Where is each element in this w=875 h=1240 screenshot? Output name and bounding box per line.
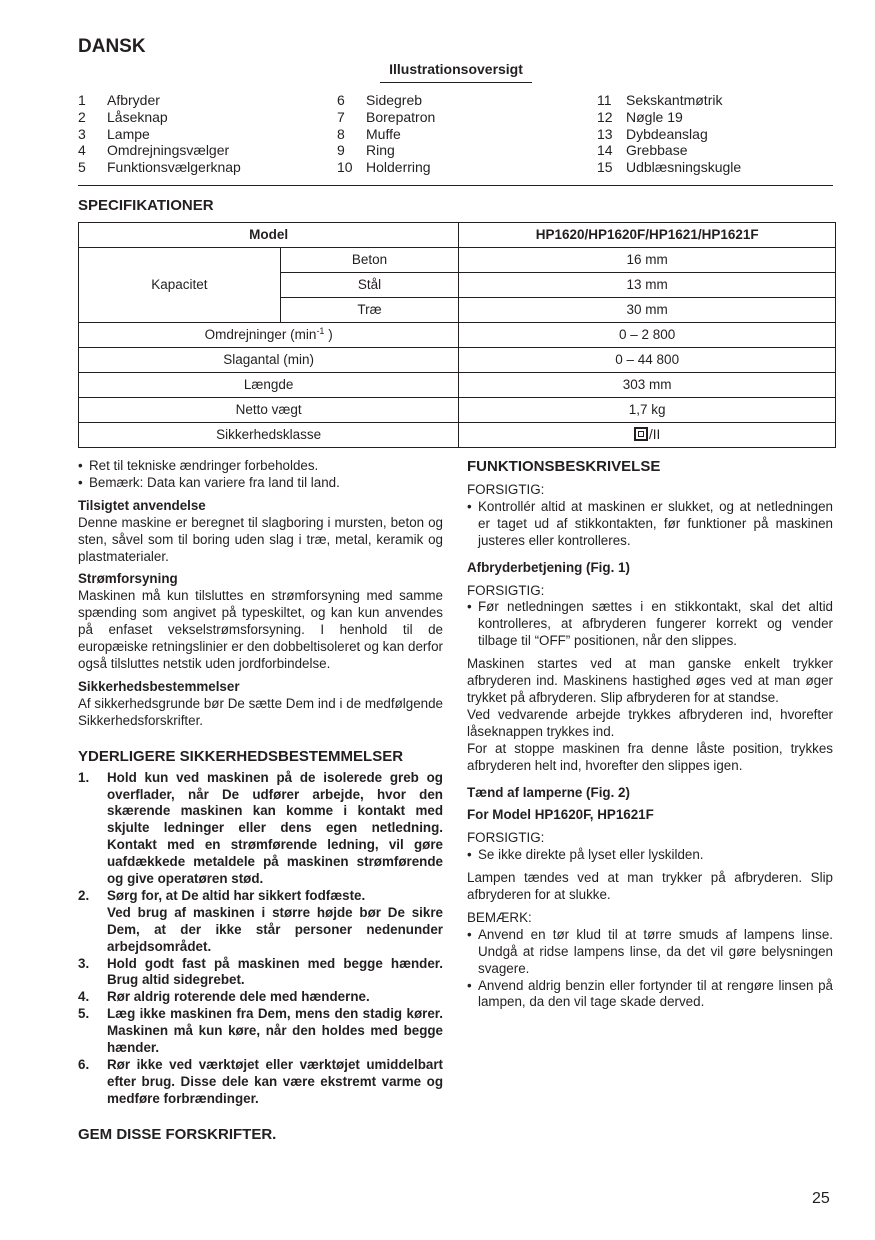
table-row: [79, 373, 836, 398]
power-supply-text: Maskinen må kun tilsluttes en strømforsyning med samme spænding som angivet på typeskiltet, og kan kun anvendes på enfaset vekselstrømsforsyning. I henhold til de europæiske retningslinier er den dobbeltisoleret og kan derfor også tilsluttes netstik uden jordforbindelse.: [78, 588, 443, 671]
lamp-model-subheading: For Model HP1620F, HP1621F: [467, 807, 654, 823]
list-item: 4. Rør aldrig roterende dele med hænderne.: [78, 989, 370, 1005]
part-item: 3 Lampe: [78, 125, 150, 142]
part-item: 6 Sidegreb: [337, 92, 423, 108]
illustration-overview-title: Illustrationsoversigt: [380, 60, 532, 83]
parts-column-2: [337, 92, 597, 176]
part-item: 13 Dybdeanslag: [597, 125, 708, 142]
power-supply-heading: Strømforsyning: [78, 571, 178, 587]
spec-value: 0 – 44 800: [459, 348, 836, 373]
list-item: 2. Sørg for, at De altid har sikkert fodfæste. Ved brug af maskinen i større højde bør De sikre Dem, at der ikke står personer nedenunder arbejdsområdet.: [78, 887, 443, 954]
additional-safety-list: [78, 770, 443, 1108]
part-item: 11 Sekskantmøtrik: [597, 92, 723, 108]
safety-text: Af sikkerhedsgrunde bør De sætte Dem ind i de medfølgende Sikkerhedsforskrifter.: [78, 695, 443, 728]
part-item: 9 Ring: [337, 142, 395, 159]
caution-bullet: • Før netledningen sættes i en stikkontakt, skal det altid kontrolleres, at afbryderen fungerer korrekt og vender tilbage til “OFF” positionen, når den slippes.: [467, 599, 833, 649]
capacity-label: Kapacitet: [79, 248, 281, 323]
switch-paragraph: Ved vedvarende arbejde trykkes afbryderen ind, hvorefter låseknappen trykkes ind.: [467, 706, 833, 739]
spec-value: /II: [459, 423, 836, 448]
table-row: [79, 398, 836, 423]
page-number: 25: [812, 1190, 830, 1207]
spec-label: Sikkerhedsklasse: [79, 423, 459, 448]
part-item: 2 Låseknap: [78, 108, 168, 125]
capacity-material: Stål: [280, 273, 459, 298]
caution-bullet: • Se ikke direkte på lyset eller lyskilden.: [467, 847, 704, 863]
part-item: 15 Udblæsningskugle: [597, 159, 742, 176]
switch-action-heading: Afbryderbetjening (Fig. 1): [467, 559, 630, 575]
part-item: 14 Grebbase: [597, 142, 688, 159]
parts-list: [78, 92, 838, 176]
note-bullet: • Bemærk: Data kan variere fra land til land.: [78, 474, 340, 490]
table-row: [79, 248, 836, 273]
note-bullet: • Anvend aldrig benzin eller fortynder til at rengøre linsen på lampen, da den vil tage skade derved.: [467, 977, 833, 1010]
capacity-value: 16 mm: [459, 248, 836, 273]
lamp-paragraph: Lampen tændes ved at man trykker på afbryderen. Slip afbryderen for at slukke.: [467, 870, 833, 903]
note-bullet: • Anvend en tør klud til at tørre smuds af lampens linse. Undgå at ridse lampens linse, da det vil gøre belysningen svagere.: [467, 926, 833, 976]
specifications-heading: SPECIFIKATIONER: [78, 197, 214, 214]
note-bullet: • Ret til tekniske ændringer forbeholdes.: [78, 458, 319, 473]
part-item: 1 Afbryder: [78, 92, 160, 108]
intended-use-text: Denne maskine er beregnet til slagboring i mursten, beton og sten, såvel som til boring uden slag i træ, metal, keramik og plastmaterialer.: [78, 514, 443, 564]
left-column: [78, 458, 443, 1144]
capacity-value: 30 mm: [459, 298, 836, 323]
list-item: 6. Rør ikke ved værktøjet eller værktøjet umiddelbart efter brug. Disse dele kan være ekstremt varme og medføre forbrændinger.: [78, 1057, 443, 1106]
function-description-heading: FUNKTIONSBESKRIVELSE: [467, 458, 661, 475]
spec-label: Slagantal (min): [79, 348, 459, 373]
spec-value: 1,7 kg: [459, 398, 836, 423]
model-label: Model: [79, 223, 459, 248]
table-row: [79, 423, 836, 448]
caution-label: FORSIGTIG:: [467, 582, 545, 598]
part-item: 5 Funktionsvælgerknap: [78, 159, 241, 176]
table-row: [79, 223, 836, 248]
note-label: BEMÆRK:: [467, 909, 532, 925]
caution-label: FORSIGTIG:: [467, 830, 545, 846]
divider: [78, 185, 833, 186]
parts-column-1: [78, 92, 337, 176]
safety-heading: Sikkerhedsbestemmelser: [78, 678, 240, 694]
save-instructions-heading: GEM DISSE FORSKRIFTER.: [78, 1125, 277, 1143]
lamp-heading: Tænd af lamperne (Fig. 2): [467, 784, 630, 800]
right-column: [467, 458, 833, 1011]
list-item: 3. Hold godt fast på maskinen med begge hænder. Brug altid sidegrebet.: [78, 955, 443, 988]
spec-label: Omdrejninger ($\min^{-1}$ ): [79, 323, 459, 348]
switch-paragraph: For at stoppe maskinen fra denne låste position, trykkes afbryderen helt ind, hvorefter den slippes igen.: [467, 740, 833, 773]
spec-label: Længde: [79, 373, 459, 398]
caution-bullet: • Kontrollér altid at maskinen er slukket, og at netledningen er taget ud af stikkontakten, før funktioner på maskinen justeres eller kontrolleres.: [467, 498, 833, 548]
spec-value: 0 – 2 800: [459, 323, 836, 348]
table-row: [79, 323, 836, 348]
part-item: 12 Nøgle 19: [597, 108, 683, 125]
model-value: HP1620/HP1620F/HP1621/HP1621F: [459, 223, 836, 248]
spec-label: Netto vægt: [79, 398, 459, 423]
capacity-material: Træ: [280, 298, 459, 323]
switch-paragraph: Maskinen startes ved at man ganske enkelt trykker afbryderen ind. Maskinens hastighed øges ved at man øger trykket på afbryderen. Slip afbryderen for at standse.: [467, 656, 833, 705]
double-insulation-icon: [634, 427, 648, 441]
additional-safety-heading: YDERLIGERE SIKKERHEDSBESTEMMELSER: [78, 747, 404, 765]
capacity-value: 13 mm: [459, 273, 836, 298]
intended-use-heading: Tilsigtet anvendelse: [78, 497, 206, 513]
parts-column-3: [597, 92, 837, 176]
capacity-material: Beton: [280, 248, 459, 273]
list-item: 5. Læg ikke maskinen fra Dem, mens den stadig kører. Maskinen må kun køre, når den holdes med begge hænder.: [78, 1006, 443, 1056]
spec-value: 303 mm: [459, 373, 836, 398]
part-item: 4 Omdrejningsvælger: [78, 142, 230, 159]
part-item: 8 Muffe: [337, 125, 401, 142]
table-row: [79, 348, 836, 373]
caution-label: FORSIGTIG:: [467, 482, 545, 497]
part-item: 10 Holderring: [337, 159, 431, 176]
language-heading: DANSK: [78, 36, 146, 57]
list-item: 1. Hold kun ved maskinen på de isolerede greb og overflader, når De udfører arbejde, hvor den skærende maskinen kan komme i kontakt med skjulte ledninger eller dens egen netledning. Kontakt med en strømførende ledning, vil gøre uafdækkede metaldele på maskinen strømførende og give operatøren stød.: [78, 769, 443, 887]
specifications-table: [78, 222, 836, 448]
part-item: 7 Borepatron: [337, 108, 436, 125]
